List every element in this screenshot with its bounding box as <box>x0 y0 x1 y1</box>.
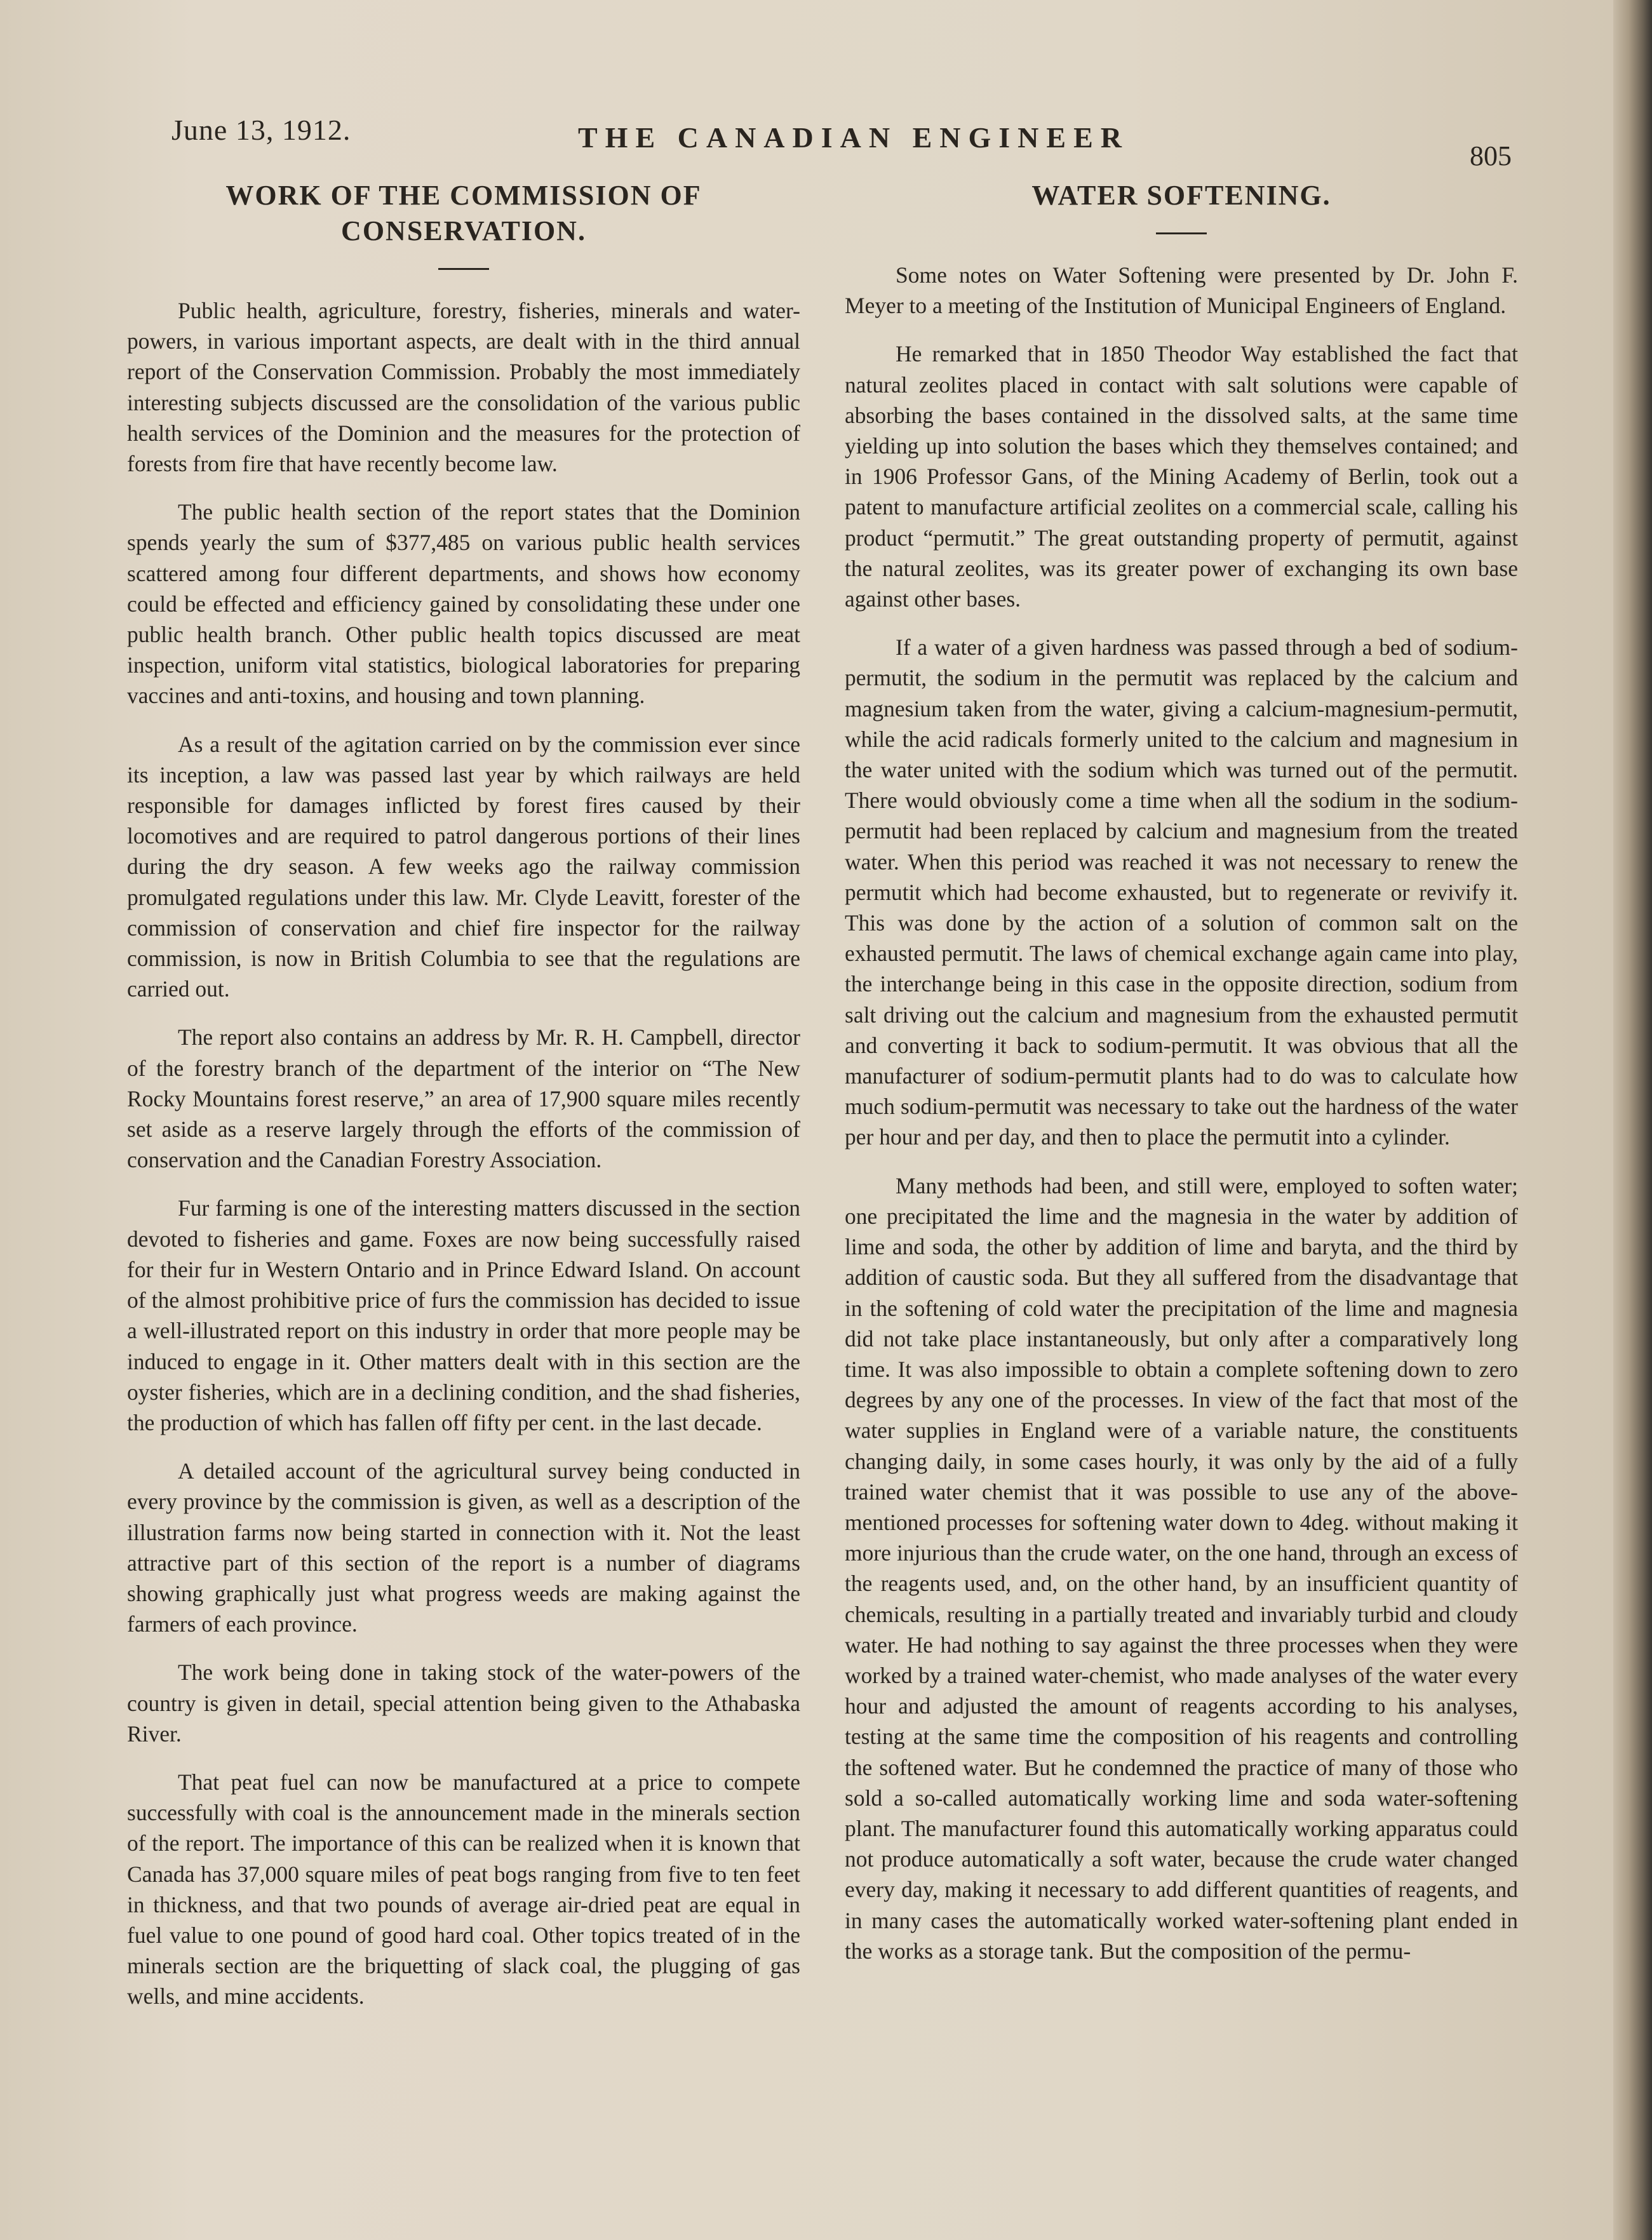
article-paragraph: The public health section of the report states that the Dominion spends yearly the sum of $377,485 on various public health services scattered among four different departments, and shows how economy could be effected and efficiency gained by consolidating these under one public health branch. Other public health topics discussed are meat inspection, uniform vital statistics, biological laboratories for preparing vaccines and anti-toxins, and housing and town planning. <box>127 499 800 709</box>
article-title: WATER SOFTENING. <box>1031 180 1331 211</box>
issue-date: June 13, 1912. <box>171 114 351 146</box>
page-header <box>171 95 1512 171</box>
article-water-softening <box>845 178 1518 1984</box>
article-paragraph: The report also contains an address by Mr. R. H. Campbell, director of the forestry branch of the department of the interior on “The New Rocky Mountains forest reserve,” an area of 17,900 square miles recently set aside as a reserve largely through the efforts of the commission of conservation and the Canadian Forestry Association. <box>127 1024 800 1173</box>
article-title: WORK OF THE COMMISSION OF CONSERVATION. <box>225 180 702 246</box>
article-paragraph: Some notes on Water Softening were presented by Dr. John F. Meyer to a meeting of the Institution of Municipal Engineers of England. <box>845 262 1518 319</box>
article-paragraph: The work being done in taking stock of the water-powers of the country is given in detail, special attention being given to the Athabaska River. <box>127 1660 800 1747</box>
article-paragraph: That peat fuel can now be manufactured at a price to compete successfully with coal is the announcement made in the minerals section of the report. The importance of this can be realized when it is known that Canada has 37,000 square miles of peat bogs ranging from five to ten feet in thickness, and that two pounds of average air-dried peat are equal in fuel value to one pound of good hard coal. Other topics treated of in the minerals section are the briquetting of slack coal, the plugging of gas wells, and mine accidents. <box>127 1769 800 2009</box>
article-paragraph: He remarked that in 1850 Theodor Way established the fact that natural zeolites placed in contact with salt solutions were capable of absorbing the bases contained in the dissolved salts, at the same time yielding up into solution the bases which they themselves contained; and in 1906 Professor Gans, of the Mining Academy of Berlin, took out a patent to manufacture artificial zeolites on a commercial scale, calling his product “permutit.” The great outstanding property of permutit, against the natural zeolites, was its greater power of exchanging its own base against other bases. <box>845 341 1518 612</box>
article-paragraph: As a result of the agitation carried on by the commission ever since its inception, a law was passed last year by which railways are held responsible for damages inflicted by forest fires caused by their locomotives and are required to patrol dangerous portions of their lines during the dry season. A few weeks ago the railway commission promulgated regulations under this law. Mr. Clyde Leavitt, forester of the commission of conservation and chief fire inspector for the railway commission, is now in British Columbia to see that the regulations are carried out. <box>127 731 800 1002</box>
journal-title: THE CANADIAN ENGINEER <box>578 121 1129 154</box>
article-paragraph: Public health, agriculture, forestry, fisheries, minerals and water-powers, in various important aspects, are dealt with in the third annual report of the Conservation Commission. Probably the most immediately interesting subjects discussed are the consolidation of the various public health services of the Dominion and the measures for the protection of forests from fire that have recently become law. <box>127 298 800 477</box>
article-paragraph: Many methods had been, and still were, employed to soften water; one precipitated the lime and the magnesia in the water by addition of lime and soda, the other by addition of lime and baryta, and the third by addition of caustic soda. But they all suffered from the disadvantage that in the softening of cold water the precipitation of the lime and magnesia did not take place instantaneously, but only after a comparatively long time. It was also impossible to obtain a complete softening down to zero degrees by any one of the processes. In view of the fact that most of the water supplies in England were of a variable nature, the constituents changing daily, in some cases hourly, it was only by the aid of a fully trained water chemist that it was possible to use any of the above-mentioned processes for softening water down to 4deg. without making it more injurious than the crude water, on the one hand, through an excess of the reagents used, and, on the other hand, by an insufficient quantity of chemicals, resulting in a partially treated and invariably turbid and cloudy water. He had nothing to say against the three processes when they were worked by a trained water-chemist, who made analyses of the water every hour and adjusted the amount of reagents according to his analyses, testing at the same time the composition of his reagents and controlling the softened water. But he condemned the practice of many of those who sold a so-called automatically working lime and soda water-softening plant. The manufacturer found this automatically working apparatus could not produce automatically a soft water, because the crude water changed every day, making it necessary to add different quantities of reagents, and in many cases the automatically worked water-softening plant ended in the works as a storage tank. But the composition of the permu- <box>845 1172 1518 1964</box>
article-commission-of-conservation <box>127 178 800 2030</box>
title-rule <box>1156 232 1207 234</box>
title-rule <box>438 268 489 270</box>
book-spine-edge <box>1613 0 1652 2240</box>
article-paragraph: If a water of a given hardness was passed through a bed of sodium-permutit, the sodium in the permutit was replaced by the calcium and magnesium taken from the water, giving a calcium-magnesium-permutit, while the acid radicals formerly united to the calcium and magnesium in the water united with the sodium which was turned out of the permutit. There would obviously come a time when all the sodium in the sodium-permutit had been replaced by calcium and magnesium from the treated water. When this period was reached it was not necessary to renew the permutit which had become exhausted, but to regenerate or revivify it. This was done by the action of a solution of common salt on the exhausted permutit. The laws of chemical exchange again came into play, the interchange being in this case in the opposite direction, sodium from salt driving out the calcium and magnesium from the exhausted permutit and converting it back to sodium-permutit. It was obvious that all the manufacturer of sodium-permutit plants had to do was to calculate how much sodium-permutit was necessary to take out the hardness of the water per hour and per day, and then to place the permutit into a cylinder. <box>845 634 1518 1150</box>
article-paragraph: A detailed account of the agricultural survey being conducted in every province by the commission is given, as well as a description of the illustration farms now being started in connection with it. Not the least attractive part of this section of the report is a number of diagrams showing graphically just what progress weeds are making against the farmers of each province. <box>127 1458 800 1637</box>
article-paragraph: Fur farming is one of the interesting matters discussed in the section devoted to fisheries and game. Foxes are now being successfully raised for their fur in Western Ontario and in Prince Edward Island. On account of the almost prohibitive price of furs the commission has decided to issue a well-illustrated report on this industry in order that more people may be induced to engage in it. Other matters dealt with in this section are the oyster fisheries, which are in a declining condition, and the shad fisheries, the production of which has fallen off fifty per cent. in the last decade. <box>127 1195 800 1435</box>
page-number: 805 <box>1470 140 1512 171</box>
